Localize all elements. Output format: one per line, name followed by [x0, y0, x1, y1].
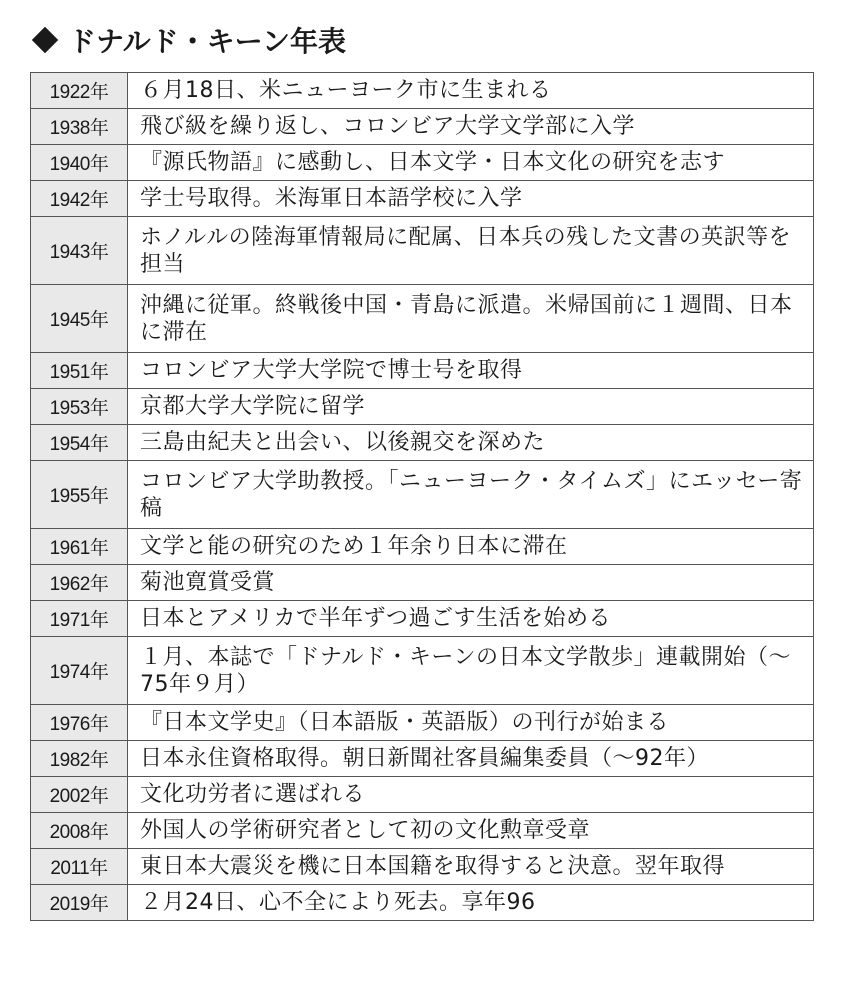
table-row	[31, 705, 814, 741]
table-row	[31, 145, 814, 181]
event-cell: コロンビア大学助教授。「ニューヨーク・タイムズ」にエッセー寄稿	[128, 461, 814, 529]
event-cell: ６月18日、米ニューヨーク市に生まれる	[128, 73, 814, 109]
table-row	[31, 885, 814, 921]
year-cell: 2019年	[31, 885, 128, 921]
table-row	[31, 425, 814, 461]
year-cell: 1945年	[31, 285, 128, 353]
year-cell: 1974年	[31, 637, 128, 705]
table-row	[31, 637, 814, 705]
table-row	[31, 181, 814, 217]
table-row	[31, 777, 814, 813]
event-cell: ２月24日、心不全により死去。享年96	[128, 885, 814, 921]
chronology-table	[30, 72, 814, 921]
year-cell: 1943年	[31, 217, 128, 285]
year-cell: 1982年	[31, 741, 128, 777]
event-cell: 日本とアメリカで半年ずつ過ごす生活を始める	[128, 601, 814, 637]
table-row	[31, 813, 814, 849]
title-text: ドナルド・キーン年表	[68, 25, 347, 58]
event-cell: ホノルルの陸海軍情報局に配属、日本兵の残した文書の英訳等を担当	[128, 217, 814, 285]
event-cell: 『日本文学史』（日本語版・英語版）の刊行が始まる	[128, 705, 814, 741]
year-cell: 2011年	[31, 849, 128, 885]
year-cell: 1971年	[31, 601, 128, 637]
year-cell: 1953年	[31, 389, 128, 425]
year-cell: 1962年	[31, 565, 128, 601]
year-cell: 2008年	[31, 813, 128, 849]
year-cell: 1954年	[31, 425, 128, 461]
table-row	[31, 741, 814, 777]
year-cell: 1942年	[31, 181, 128, 217]
event-cell: 外国人の学術研究者として初の文化勲章受章	[128, 813, 814, 849]
table-row	[31, 601, 814, 637]
event-cell: 飛び級を繰り返し、コロンビア大学文学部に入学	[128, 109, 814, 145]
year-cell: 1976年	[31, 705, 128, 741]
event-cell: 三島由紀夫と出会い、以後親交を深めた	[128, 425, 814, 461]
event-cell: コロンビア大学大学院で博士号を取得	[128, 353, 814, 389]
year-cell: 1938年	[31, 109, 128, 145]
chronology-title	[30, 18, 346, 62]
table-row	[31, 217, 814, 285]
event-cell: 菊池寛賞受賞	[128, 565, 814, 601]
table-row	[31, 529, 814, 565]
year-cell: 1922年	[31, 73, 128, 109]
event-cell: 京都大学大学院に留学	[128, 389, 814, 425]
table-row	[31, 461, 814, 529]
event-cell: 日本永住資格取得。朝日新聞社客員編集委員（〜92年）	[128, 741, 814, 777]
table-row	[31, 285, 814, 353]
event-cell: 学士号取得。米海軍日本語学校に入学	[128, 181, 814, 217]
table-row	[31, 565, 814, 601]
year-cell: 1951年	[31, 353, 128, 389]
table-row	[31, 109, 814, 145]
event-cell: １月、本誌で「ドナルド・キーンの日本文学散歩」連載開始（〜75年９月）	[128, 637, 814, 705]
event-cell: 文化功労者に選ばれる	[128, 777, 814, 813]
table-row	[31, 353, 814, 389]
year-cell: 1955年	[31, 461, 128, 529]
event-cell: 東日本大震災を機に日本国籍を取得すると決意。翌年取得	[128, 849, 814, 885]
event-cell: 文学と能の研究のため１年余り日本に滞在	[128, 529, 814, 565]
table-row	[31, 389, 814, 425]
table-row	[31, 849, 814, 885]
event-cell: 沖縄に従軍。終戦後中国・青島に派遣。米帰国前に１週間、日本に滞在	[128, 285, 814, 353]
diamond-bullet-icon	[32, 27, 58, 53]
event-cell: 『源氏物語』に感動し、日本文学・日本文化の研究を志す	[128, 145, 814, 181]
year-cell: 1961年	[31, 529, 128, 565]
year-cell: 1940年	[31, 145, 128, 181]
year-cell: 2002年	[31, 777, 128, 813]
table-row	[31, 73, 814, 109]
